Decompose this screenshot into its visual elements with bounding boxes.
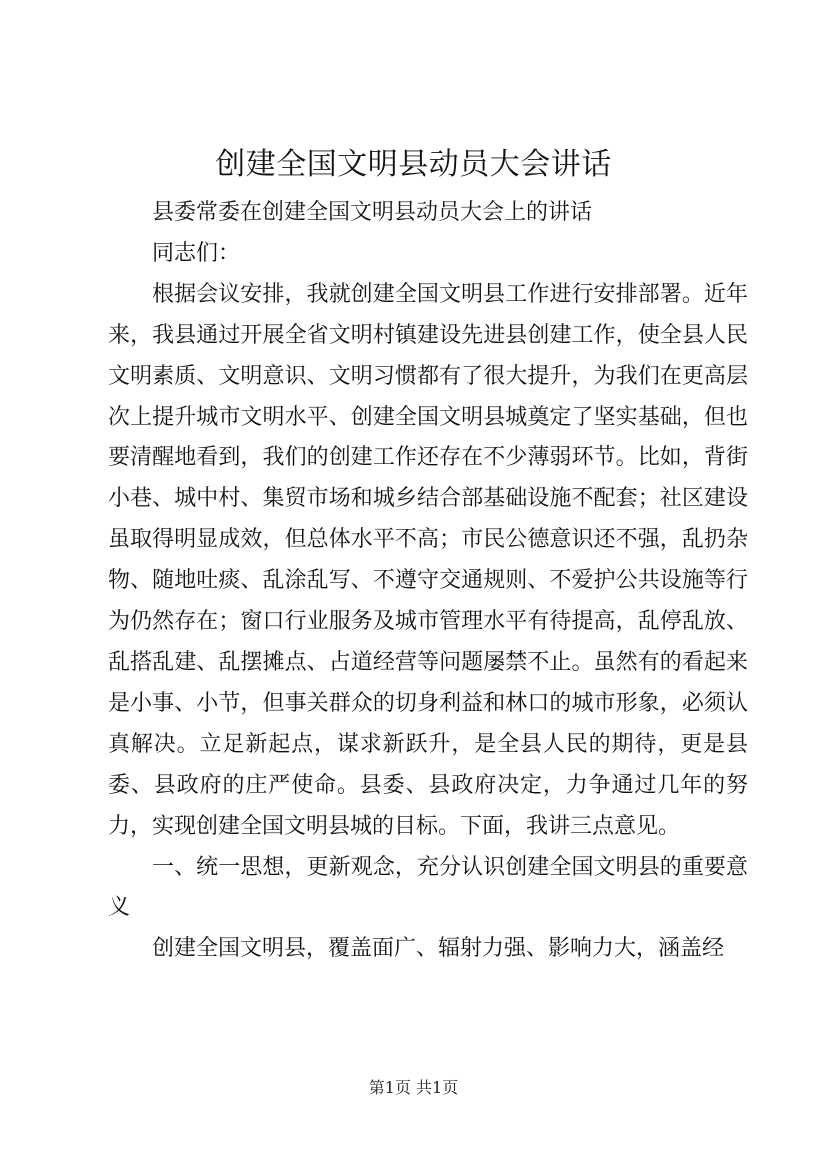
body-paragraph: 创建全国文明县，覆盖面广、辐射力强、影响力大，涵盖经 [152,936,725,962]
document-body [108,193,748,970]
subtitle-paragraph: 县委常委在创建全国文明县动员大会上的讲话 [152,200,593,225]
body-paragraph: 根据会议安排，我就创建全国文明县工作进行安排部署。近年来，我县通过开展全省文明村镇建设先进县创建工作，使全县人民文明素质、文明意识、文明习惯都有了很大提升，为我们在更高层次上提升城市文明水平、创建全国文明县城奠定了坚实基础，但也要清醒地看到，我们的创建工作还存在不少薄弱环节。比如，背街小巷、城中村、集贸市场和城乡结合部基础设施不配套；社区建设虽取得明显成效，但总体水平不高；市民公德意识还不强，乱扔杂物、随地吐痰、乱涂乱写、不遵守交通规则、不爱护公共设施等行为仍然存在；窗口行业服务及城市管理水平有待提高，乱停乱放、乱搭乱建、乱摆摊点、占道经营等问题屡禁不止。虽然有的看起来是小事、小节，但事关群众的切身利益和林口的城市形象，必须认真解决。立足新起点，谋求新跃升，是全县人民的期待，更是县委、县政府的庄严使命。县委、县政府决定，力争通过几年的努力，实现创建全国文明县城的目标。下面，我讲三点意见。 [108,281,748,839]
page-footer: 第1页 共1页 [368,1078,459,1097]
salutation-paragraph: 同志们： [152,240,241,266]
section-heading: 一、统一思想，更新观念，充分认识创建全国文明县的重要意义 [108,854,748,921]
page-title: 创建全国文明县动员大会讲话 [215,147,612,182]
